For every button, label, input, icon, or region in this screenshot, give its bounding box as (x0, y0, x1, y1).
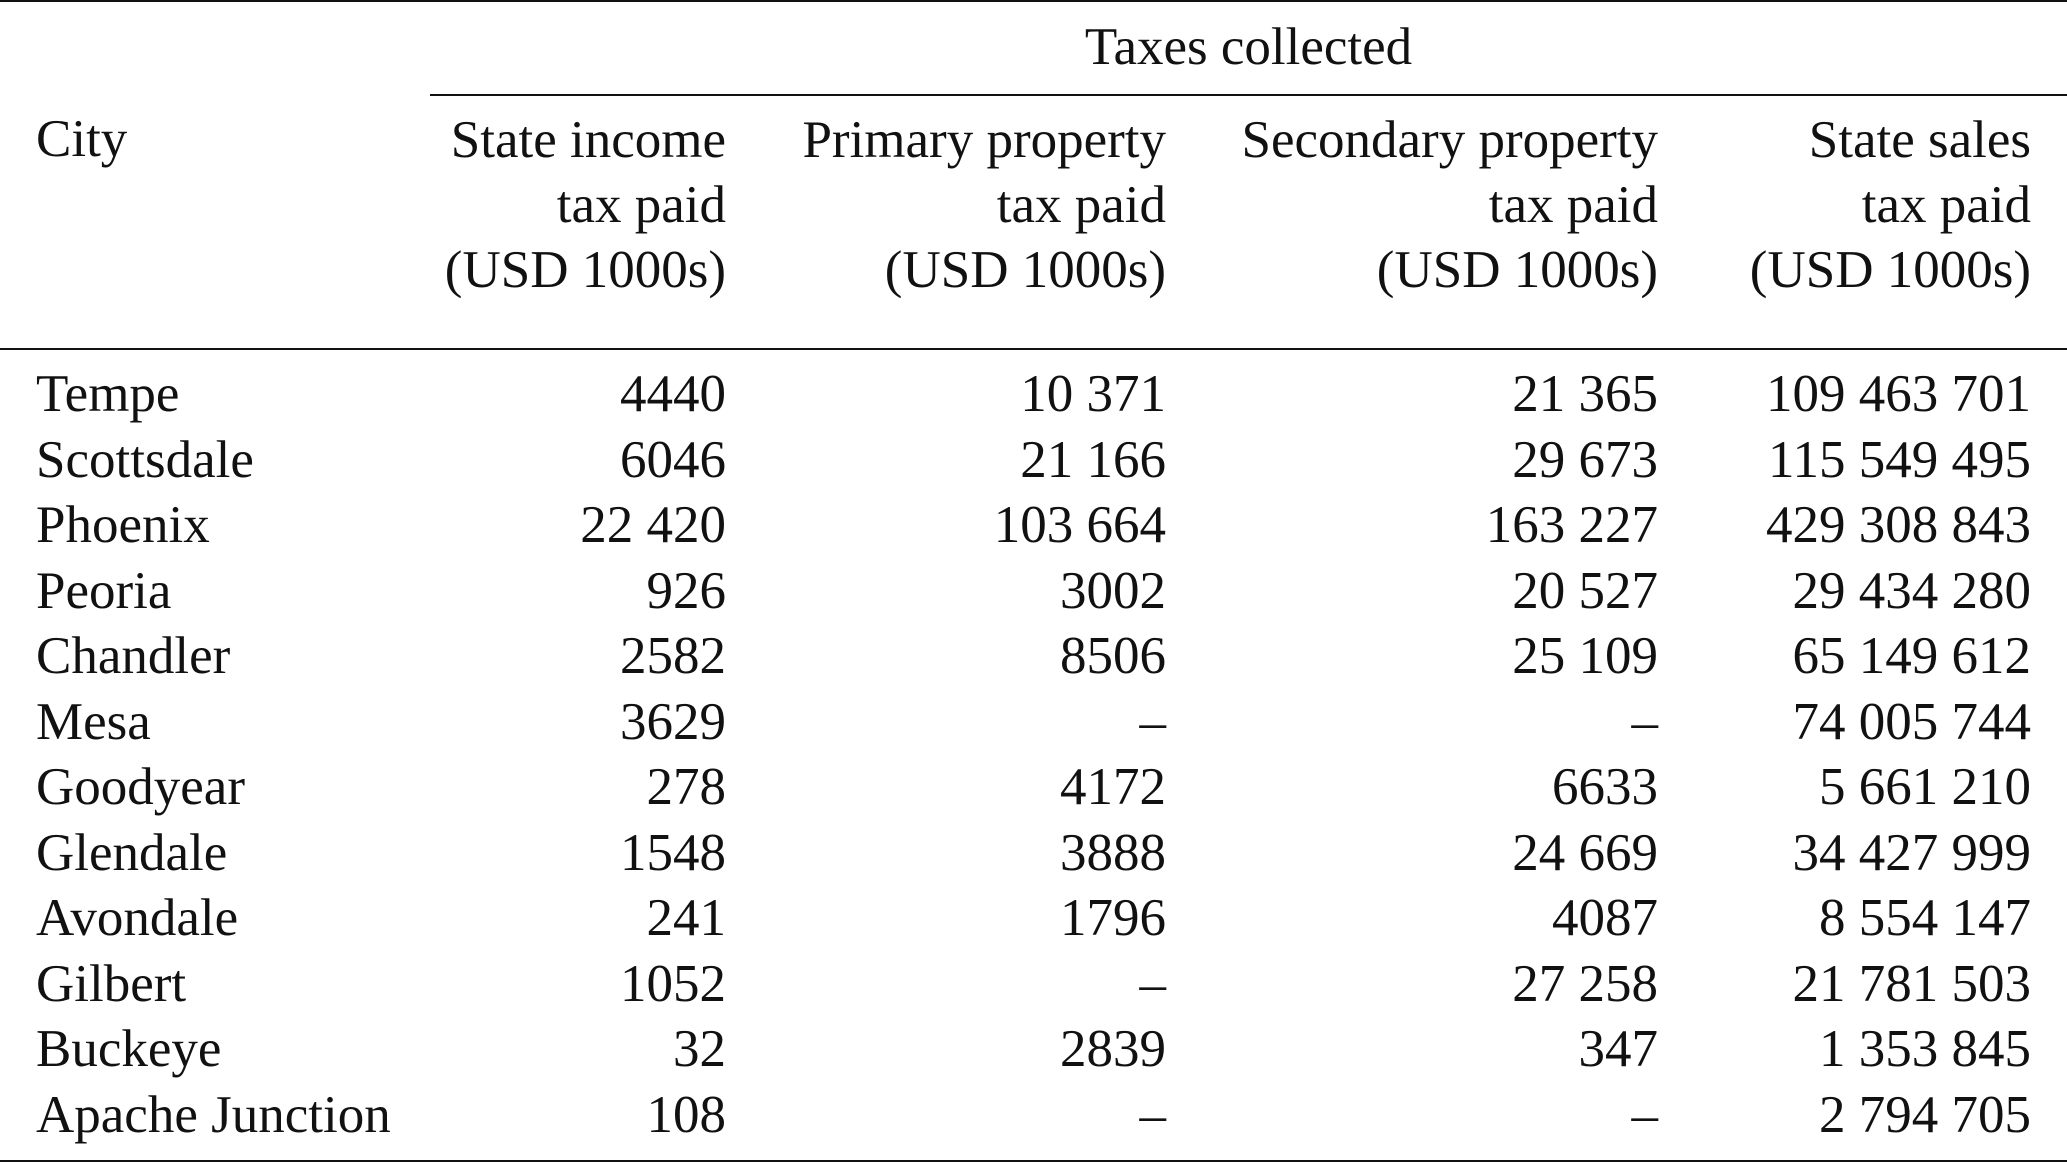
cell-secondary-property: – (1200, 1083, 1692, 1162)
table-row (0, 428, 2067, 494)
column-header-primary-property-line2: tax paid (996, 176, 1166, 234)
cell-state-sales: 21 781 503 (1792, 954, 2031, 1013)
cell-city: Phoenix (36, 496, 210, 554)
cell-secondary-property: – (1631, 692, 1658, 751)
cell-primary-property: – (760, 1083, 1200, 1162)
cell-state-sales: 34 427 999 (1792, 823, 2031, 882)
column-header-secondary-property-line2: tax paid (1488, 176, 1658, 234)
column-header-state-sales-line3: (USD 1000s) (1749, 241, 2031, 299)
cell-secondary-property: 20 527 (1512, 561, 1658, 620)
cell-primary-property: 2839 (1060, 1020, 1166, 1078)
cell-secondary-property: 163 227 (1485, 496, 1658, 554)
column-header-state-income-line1: State income (450, 111, 726, 169)
cell-state-sales: 74 005 744 (1792, 692, 2031, 751)
cell-secondary-property: 27 258 (1512, 954, 1658, 1013)
cell-state-sales: 65 149 612 (1792, 627, 2031, 685)
cell-state-sales: 429 308 843 (1766, 496, 2031, 554)
cell-city: Tempe (36, 365, 180, 423)
cell-state-income: 6046 (620, 430, 726, 489)
table-row (0, 886, 2067, 952)
cell-primary-property: 4172 (1060, 758, 1166, 816)
cell-primary-property: 21 166 (1020, 430, 1166, 489)
cell-primary-property: 10 371 (1020, 365, 1166, 423)
table-row (0, 624, 2067, 690)
cell-primary-property: 8506 (1060, 627, 1166, 685)
cell-city: Buckeye (36, 1020, 222, 1078)
cell-state-income: 1548 (620, 823, 726, 882)
column-header-secondary-property-line3: (USD 1000s) (1376, 241, 1658, 299)
cell-city: Chandler (36, 627, 231, 685)
cell-city: Avondale (36, 889, 239, 947)
cell-state-income: 926 (646, 561, 726, 620)
cell-primary-property: – (1139, 954, 1166, 1013)
group-header-row (0, 1, 2067, 95)
cell-state-sales: 109 463 701 (1766, 365, 2031, 423)
cell-state-income: 1052 (620, 954, 726, 1013)
cell-state-sales: 8 554 147 (1819, 889, 2031, 947)
group-header-taxes-collected (430, 1, 2067, 95)
table-row (0, 821, 2067, 887)
column-header-state-sales-line2: tax paid (1861, 176, 2031, 234)
column-header-state-income-line3: (USD 1000s) (444, 241, 726, 299)
cell-city: Scottsdale (36, 430, 254, 489)
cell-state-income: 108 (430, 1083, 760, 1162)
cell-state-sales: 1 353 845 (1819, 1020, 2031, 1078)
table-row (0, 952, 2067, 1018)
cell-primary-property: – (1139, 692, 1166, 751)
cell-state-income: 278 (646, 758, 726, 816)
cell-secondary-property: 24 669 (1512, 823, 1658, 882)
cell-city: Peoria (36, 561, 172, 620)
column-header-state-income-line2: tax paid (556, 176, 726, 234)
column-header-primary-property (760, 95, 1200, 349)
cell-city: Goodyear (36, 758, 245, 816)
table-row (0, 559, 2067, 625)
cell-city: Glendale (36, 823, 228, 882)
cell-primary-property: 103 664 (993, 496, 1166, 554)
cell-secondary-property: 29 673 (1512, 430, 1658, 489)
cell-secondary-property: 6633 (1552, 758, 1658, 816)
cell-state-income: 32 (673, 1020, 726, 1078)
cell-state-income: 3629 (620, 692, 726, 751)
table-row (0, 493, 2067, 559)
column-header-primary-property-line1: Primary property (802, 111, 1166, 169)
group-header-spacer (0, 1, 430, 95)
column-header-state-sales-line1: State sales (1808, 111, 2031, 169)
cell-city: Gilbert (36, 954, 187, 1013)
cell-primary-property: 3002 (1060, 561, 1166, 620)
cell-primary-property: 3888 (1060, 823, 1166, 882)
cell-secondary-property: 4087 (1552, 889, 1658, 947)
column-header-city: City (0, 95, 430, 349)
column-header-state-income (430, 95, 760, 349)
table-row (0, 755, 2067, 821)
column-header-row (0, 95, 2067, 349)
cell-state-sales: 5 661 210 (1819, 758, 2031, 816)
cell-state-income: 2582 (620, 627, 726, 685)
cell-secondary-property: 21 365 (1512, 365, 1658, 423)
column-header-secondary-property-line1: Secondary property (1241, 111, 1658, 169)
table-body (0, 349, 2067, 1161)
table-header (0, 1, 2067, 349)
column-header-primary-property-line3: (USD 1000s) (884, 241, 1166, 299)
cell-primary-property: 1796 (1060, 889, 1166, 947)
cell-state-sales: 29 434 280 (1792, 561, 2031, 620)
cell-city: Mesa (36, 692, 151, 751)
cell-secondary-property: 25 109 (1512, 627, 1658, 685)
table-row (0, 349, 2067, 428)
column-header-secondary-property (1200, 95, 1692, 349)
cell-state-sales: 2 794 705 (1692, 1083, 2067, 1162)
column-header-state-sales (1692, 95, 2067, 349)
cell-state-income: 4440 (620, 365, 726, 423)
cell-state-income: 241 (646, 889, 726, 947)
cell-secondary-property: 347 (1578, 1020, 1658, 1078)
cell-state-sales: 115 549 495 (1767, 430, 2031, 489)
cell-city: Apache Junction (0, 1083, 430, 1162)
cell-state-income: 22 420 (580, 496, 726, 554)
table-row (0, 1017, 2067, 1083)
table-row (0, 1083, 2067, 1162)
group-header-label: Taxes collected (1084, 18, 1413, 77)
table-row (0, 690, 2067, 756)
